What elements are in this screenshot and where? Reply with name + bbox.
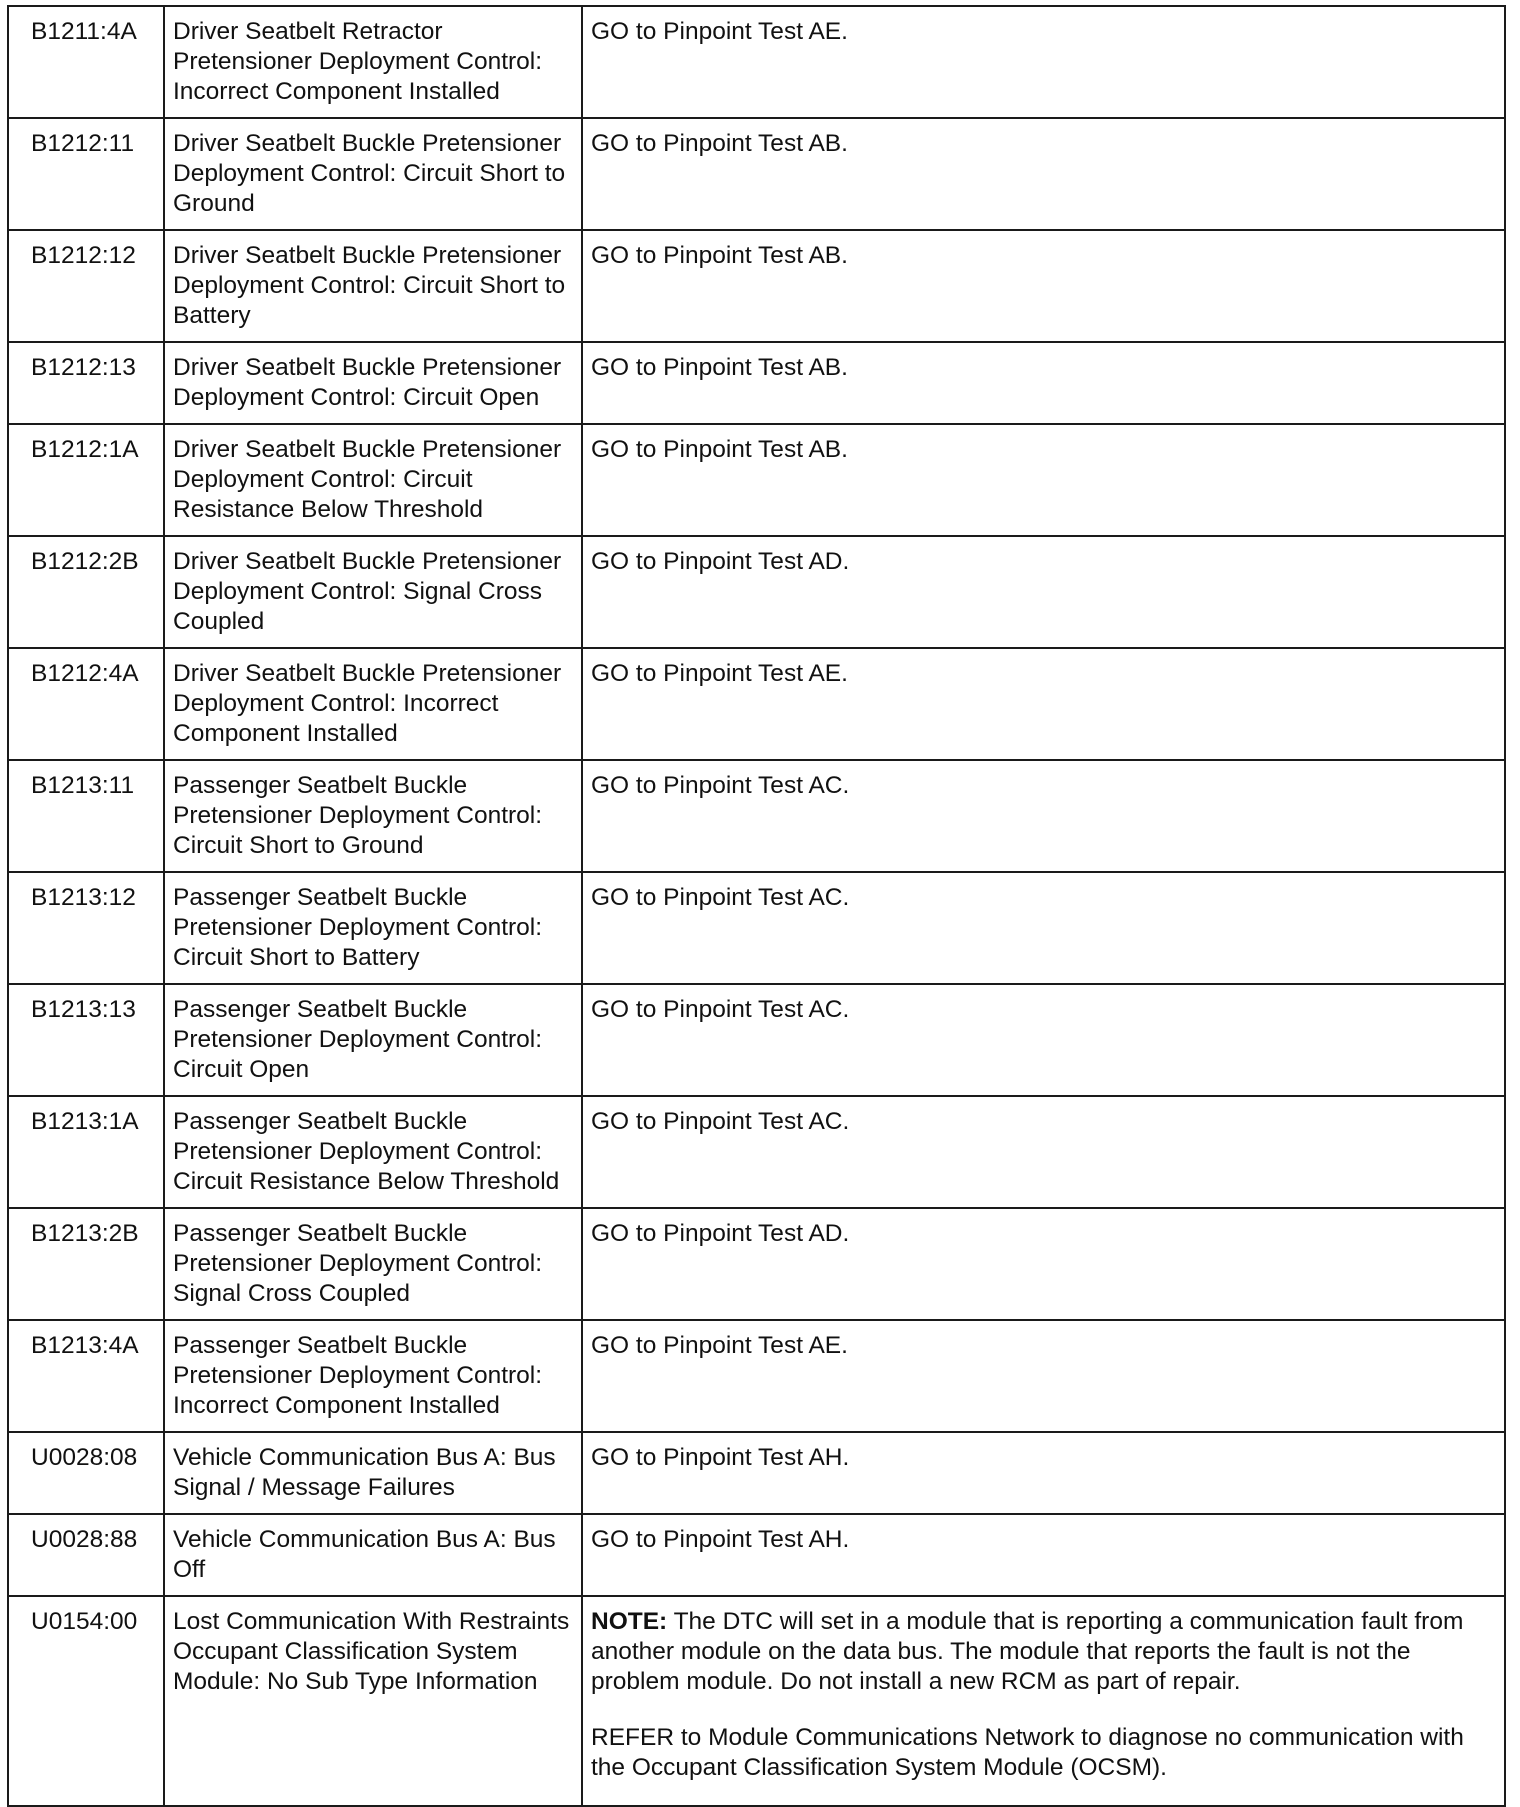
table-row <box>8 1208 1505 1320</box>
dtc-description: Passenger Seatbelt Buckle Pretensioner Deployment Control: Incorrect Component Installed <box>164 1320 582 1432</box>
dtc-code: B1212:4A <box>8 648 164 760</box>
dtc-code: B1212:1A <box>8 424 164 536</box>
dtc-description: Lost Communication With Restraints Occupant Classification System Module: No Sub Type Information <box>164 1596 582 1806</box>
dtc-description: Driver Seatbelt Buckle Pretensioner Deployment Control: Circuit Open <box>164 342 582 424</box>
note-label: NOTE: <box>591 1608 668 1635</box>
dtc-code: B1213:1A <box>8 1096 164 1208</box>
dtc-code: B1213:13 <box>8 984 164 1096</box>
dtc-description: Vehicle Communication Bus A: Bus Signal / Message Failures <box>164 1432 582 1514</box>
dtc-description: Driver Seatbelt Buckle Pretensioner Deployment Control: Circuit Short to Ground <box>164 118 582 230</box>
dtc-code: B1213:12 <box>8 872 164 984</box>
dtc-code: B1212:2B <box>8 536 164 648</box>
dtc-code: B1212:12 <box>8 230 164 342</box>
table-row <box>8 984 1505 1096</box>
dtc-action: GO to Pinpoint Test AB. <box>582 118 1505 230</box>
dtc-description: Passenger Seatbelt Buckle Pretensioner Deployment Control: Circuit Resistance Below Threshold <box>164 1096 582 1208</box>
dtc-code: B1212:11 <box>8 118 164 230</box>
dtc-description: Driver Seatbelt Buckle Pretensioner Deployment Control: Signal Cross Coupled <box>164 536 582 648</box>
dtc-code: B1213:4A <box>8 1320 164 1432</box>
dtc-code: B1213:2B <box>8 1208 164 1320</box>
dtc-description: Driver Seatbelt Buckle Pretensioner Deployment Control: Circuit Short to Battery <box>164 230 582 342</box>
dtc-action: GO to Pinpoint Test AE. <box>582 648 1505 760</box>
dtc-description: Driver Seatbelt Retractor Pretensioner Deployment Control: Incorrect Component Installed <box>164 6 582 118</box>
dtc-description: Passenger Seatbelt Buckle Pretensioner Deployment Control: Signal Cross Coupled <box>164 1208 582 1320</box>
table-row <box>8 1596 1505 1806</box>
table-row <box>8 342 1505 424</box>
dtc-code: B1212:13 <box>8 342 164 424</box>
dtc-description: Driver Seatbelt Buckle Pretensioner Deployment Control: Incorrect Component Installed <box>164 648 582 760</box>
dtc-code: U0028:88 <box>8 1514 164 1596</box>
dtc-action: GO to Pinpoint Test AC. <box>582 760 1505 872</box>
dtc-code: B1211:4A <box>8 6 164 118</box>
table-row <box>8 760 1505 872</box>
dtc-description: Passenger Seatbelt Buckle Pretensioner Deployment Control: Circuit Open <box>164 984 582 1096</box>
table-row <box>8 1514 1505 1596</box>
table-row <box>8 536 1505 648</box>
note-paragraph <box>591 1607 1496 1697</box>
table-row <box>8 1320 1505 1432</box>
table-row <box>8 424 1505 536</box>
dtc-action <box>582 1596 1505 1806</box>
dtc-action: GO to Pinpoint Test AD. <box>582 1208 1505 1320</box>
dtc-action: GO to Pinpoint Test AB. <box>582 342 1505 424</box>
dtc-code: U0154:00 <box>8 1596 164 1806</box>
note-text: The DTC will set in a module that is reporting a communication fault from another module on the data bus. The module that reports the fault is not the problem module. Do not install a new RCM as part of repair. <box>591 1608 1464 1695</box>
dtc-table <box>7 5 1506 1807</box>
dtc-description: Passenger Seatbelt Buckle Pretensioner Deployment Control: Circuit Short to Ground <box>164 760 582 872</box>
dtc-action: GO to Pinpoint Test AE. <box>582 6 1505 118</box>
table-row <box>8 230 1505 342</box>
dtc-action: GO to Pinpoint Test AH. <box>582 1514 1505 1596</box>
dtc-code: U0028:08 <box>8 1432 164 1514</box>
table-row <box>8 1432 1505 1514</box>
table-row <box>8 118 1505 230</box>
dtc-action: GO to Pinpoint Test AC. <box>582 984 1505 1096</box>
dtc-action: GO to Pinpoint Test AB. <box>582 230 1505 342</box>
table-row <box>8 648 1505 760</box>
dtc-action: GO to Pinpoint Test AH. <box>582 1432 1505 1514</box>
dtc-action: GO to Pinpoint Test AC. <box>582 1096 1505 1208</box>
dtc-action: GO to Pinpoint Test AC. <box>582 872 1505 984</box>
dtc-action: GO to Pinpoint Test AE. <box>582 1320 1505 1432</box>
dtc-action: GO to Pinpoint Test AB. <box>582 424 1505 536</box>
table-row <box>8 6 1505 118</box>
dtc-description: Vehicle Communication Bus A: Bus Off <box>164 1514 582 1596</box>
dtc-code: B1213:11 <box>8 760 164 872</box>
dtc-description: Passenger Seatbelt Buckle Pretensioner Deployment Control: Circuit Short to Battery <box>164 872 582 984</box>
dtc-description: Driver Seatbelt Buckle Pretensioner Deployment Control: Circuit Resistance Below Threshold <box>164 424 582 536</box>
table-row <box>8 1096 1505 1208</box>
table-row <box>8 872 1505 984</box>
refer-paragraph: REFER to Module Communications Network to diagnose no communication with the Occupant Classification System Module (OCSM). <box>591 1724 1464 1781</box>
dtc-action: GO to Pinpoint Test AD. <box>582 536 1505 648</box>
